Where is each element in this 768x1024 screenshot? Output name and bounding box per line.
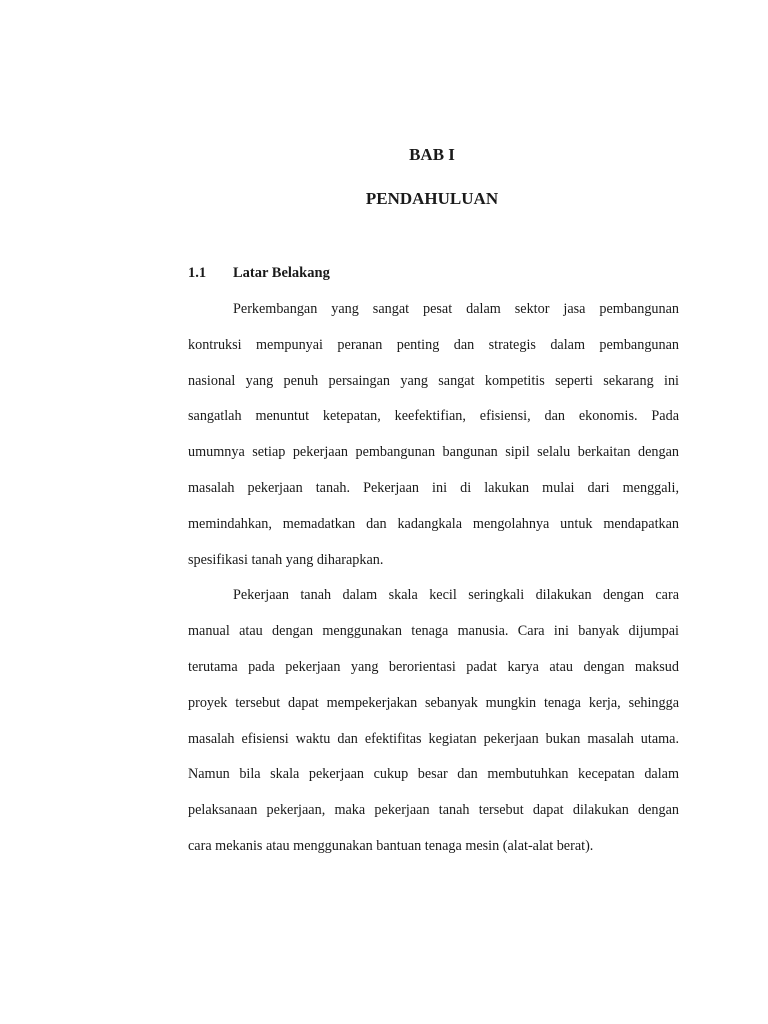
section-number: 1.1 <box>188 265 207 281</box>
paragraph <box>188 292 679 578</box>
paragraph-line: masalah efisiensi waktu dan efektifitas kegiatan pekerjaan bukan masalah utama. <box>188 730 679 747</box>
paragraph-line: terutama pada pekerjaan yang berorientasi padat karya atau dengan maksud <box>188 658 679 675</box>
paragraph-line: cara mekanis atau menggunakan bantuan tenaga mesin (alat-alat berat). <box>188 837 594 854</box>
paragraph <box>188 578 679 864</box>
paragraph-line: Pekerjaan tanah dalam skala kecil seringkali dilakukan dengan cara <box>233 587 679 604</box>
paragraph-line: masalah pekerjaan tanah. Pekerjaan ini di lakukan mulai dari menggali, <box>188 479 679 496</box>
chapter-number: BAB I <box>409 145 455 164</box>
paragraph-line: spesifikasi tanah yang diharapkan. <box>188 551 384 568</box>
paragraph-line: nasional yang penuh persaingan yang sangat kompetitis seperti sekarang ini <box>188 372 679 389</box>
paragraph-line: Namun bila skala pekerjaan cukup besar dan membutuhkan kecepatan dalam <box>188 766 679 783</box>
paragraph-line: memindahkan, memadatkan dan kadangkala mengolahnya untuk mendapatkan <box>188 515 679 532</box>
section-heading <box>188 265 330 282</box>
paragraph-line: manual atau dengan menggunakan tenaga manusia. Cara ini banyak dijumpai <box>188 623 679 640</box>
paragraph-line: sangatlah menuntut ketepatan, keefektifian, efisiensi, dan ekonomis. Pada <box>188 408 679 425</box>
body-text <box>188 292 679 865</box>
paragraph-line: Perkembangan yang sangat pesat dalam sektor jasa pembangunan <box>233 301 679 317</box>
chapter-title: PENDAHULUAN <box>365 189 499 208</box>
section-title: Latar Belakang <box>233 265 330 281</box>
paragraph-line: kontruksi mempunyai peranan penting dan strategis dalam pembangunan <box>188 336 679 353</box>
paragraph-line: pelaksanaan pekerjaan, maka pekerjaan tanah tersebut dapat dilakukan dengan <box>188 802 679 819</box>
paragraph-line: proyek tersebut dapat mempekerjakan sebanyak mungkin tenaga kerja, sehingga <box>188 694 679 711</box>
paragraph-line: umumnya setiap pekerjaan pembangunan bangunan sipil selalu berkaitan dengan <box>188 444 679 461</box>
